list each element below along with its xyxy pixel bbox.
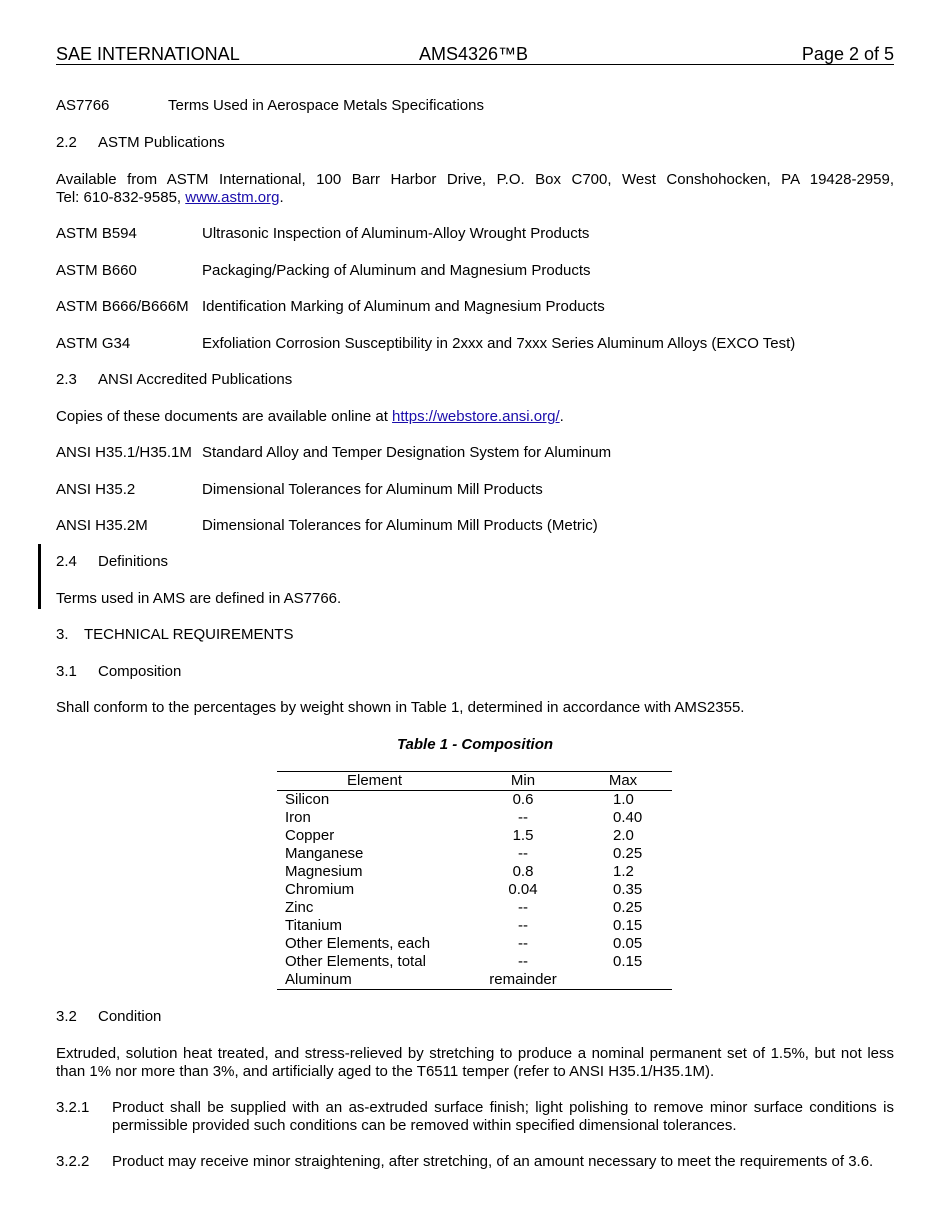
condition-text-line2: than 1% nor more than 3%, and artificially aged to the T6511 temper (refer to ANSI H35.1/H35.1M). — [56, 1063, 715, 1080]
section-title: Condition — [98, 1008, 162, 1025]
cell-element: Iron — [285, 809, 311, 826]
cell-element: Silicon — [285, 791, 330, 808]
reference-code: AS7766 — [56, 97, 110, 114]
section-number: 3.1 — [56, 663, 77, 680]
reference-code: ASTM B660 — [56, 262, 137, 279]
subsection-text-line1: Product may receive minor straightening, after stretching, of an amount necessary to meet the requirements of 3.6. — [112, 1153, 874, 1170]
cell-min: 1.5 — [512, 827, 534, 844]
section-2-2-heading — [56, 134, 225, 152]
cell-max: 0.15 — [613, 917, 643, 934]
table-row — [277, 935, 672, 953]
astm-period: . — [279, 189, 284, 206]
section-number: 2.4 — [56, 553, 77, 570]
condition-text-line1: Extruded, solution heat treated, and stress-relieved by stretching to produce a nominal permanent set of 1.5%, but not less — [56, 1045, 894, 1062]
table-row — [277, 917, 672, 935]
table-header-row — [277, 772, 672, 791]
cell-max: 0.05 — [613, 935, 643, 952]
header-min: Min — [510, 772, 536, 789]
section-2-3-heading — [56, 371, 293, 389]
cell-min: 0.04 — [508, 881, 538, 898]
cell-min: 0.8 — [512, 863, 534, 880]
table-row — [277, 953, 672, 971]
cell-max: 0.40 — [613, 809, 643, 826]
table-row — [277, 899, 672, 917]
cell-element: Copper — [285, 827, 335, 844]
header-max: Max — [608, 772, 638, 789]
reference-code: ANSI H35.2 — [56, 481, 136, 498]
cell-max: 0.15 — [613, 953, 643, 970]
cell-min: -- — [518, 845, 528, 862]
reference-code: ASTM B666/B666M — [56, 298, 189, 315]
ansi-webstore-link[interactable]: https://webstore.ansi.org/ — [392, 408, 560, 425]
header-doc-id: AMS4326™B — [419, 44, 529, 64]
reference-code: ANSI H35.1/H35.1M — [56, 444, 192, 461]
section-title: ASTM Publications — [98, 134, 225, 151]
astm-availability-line2 — [56, 189, 894, 207]
header-org: SAE INTERNATIONAL — [56, 44, 240, 64]
section-title: TECHNICAL REQUIREMENTS — [84, 626, 294, 643]
cell-max: 0.35 — [613, 881, 643, 898]
page-header — [56, 44, 894, 65]
cell-max: 0.25 — [613, 845, 643, 862]
subsection-number: 3.2.1 — [56, 1099, 90, 1116]
composition-text: Shall conform to the percentages by weight shown in Table 1, determined in accordance with AMS2355. — [56, 699, 745, 716]
cell-element: Other Elements, each — [285, 935, 431, 952]
reference-astm-b594 — [56, 225, 590, 243]
subsection-text-line2: permissible provided such conditions can be removed within specified dimensional tolerances. — [112, 1117, 737, 1134]
reference-desc: Identification Marking of Aluminum and Magnesium Products — [202, 298, 605, 315]
reference-astm-b666 — [56, 298, 605, 316]
definitions-text: Terms used in AMS are defined in AS7766. — [56, 590, 342, 607]
reference-desc: Packaging/Packing of Aluminum and Magnesium Products — [202, 262, 591, 279]
table-row — [277, 845, 672, 863]
section-3-heading — [56, 626, 294, 644]
reference-desc: Ultrasonic Inspection of Aluminum-Alloy Wrought Products — [202, 225, 590, 242]
ansi-period: . — [559, 408, 564, 425]
section-2-4-heading — [56, 553, 169, 571]
composition-table — [277, 771, 672, 990]
reference-astm-g34 — [56, 335, 796, 353]
section-number: 3. — [56, 626, 69, 643]
reference-ansi-h35-1 — [56, 444, 612, 462]
cell-max: 2.0 — [613, 827, 634, 844]
table-row — [277, 863, 672, 881]
subsection-number: 3.2.2 — [56, 1153, 90, 1170]
cell-min: 0.6 — [512, 791, 534, 808]
reference-desc: Exfoliation Corrosion Susceptibility in 2xxx and 7xxx Series Aluminum Alloys (EXCO Test) — [202, 335, 796, 352]
reference-desc: Dimensional Tolerances for Aluminum Mill Products (Metric) — [202, 517, 598, 534]
cell-element: Manganese — [285, 845, 364, 862]
header-page-number: Page 2 of 5 — [801, 44, 894, 64]
reference-code: ANSI H35.2M — [56, 517, 148, 534]
section-3-2-heading — [56, 1008, 162, 1026]
subsection-text-line1: Product shall be supplied with an as-extruded surface finish; light polishing to remove minor surface conditions is — [112, 1099, 894, 1116]
cell-min: -- — [518, 809, 528, 826]
section-number: 2.2 — [56, 134, 77, 151]
reference-desc: Terms Used in Aerospace Metals Specifications — [168, 97, 484, 114]
section-number: 3.2 — [56, 1008, 77, 1025]
section-title: Composition — [98, 663, 182, 680]
reference-desc: Standard Alloy and Temper Designation System for Aluminum — [202, 444, 612, 461]
table-row — [277, 791, 672, 809]
section-number: 2.3 — [56, 371, 77, 388]
section-title: ANSI Accredited Publications — [98, 371, 293, 388]
reference-astm-b660 — [56, 262, 591, 280]
table-caption: Table 1 - Composition — [396, 736, 554, 753]
cell-max: 0.25 — [613, 899, 643, 916]
cell-element: Titanium — [285, 917, 342, 934]
section-title: Definitions — [98, 553, 169, 570]
ansi-copies-text — [56, 408, 894, 426]
table-row — [277, 881, 672, 899]
cell-element: Aluminum — [285, 971, 352, 988]
table-row — [277, 809, 672, 827]
reference-desc: Dimensional Tolerances for Aluminum Mill Products — [202, 481, 543, 498]
cell-max: 1.0 — [613, 791, 634, 808]
astm-website-link[interactable]: www.astm.org — [185, 189, 280, 206]
cell-min: remainder — [489, 971, 557, 988]
cell-min: -- — [518, 917, 528, 934]
header-element: Element — [346, 772, 403, 789]
cell-element: Other Elements, total — [285, 953, 426, 970]
table-row — [277, 971, 672, 989]
reference-ansi-h35-2m — [56, 517, 598, 535]
revision-change-bar — [38, 544, 41, 609]
cell-element: Chromium — [285, 881, 355, 898]
reference-as7766 — [56, 97, 484, 115]
astm-tel: Tel: 610-832-9585, — [56, 189, 186, 206]
reference-code: ASTM B594 — [56, 225, 137, 242]
cell-min: -- — [518, 899, 528, 916]
reference-ansi-h35-2 — [56, 481, 543, 499]
section-3-1-heading — [56, 663, 182, 681]
cell-min: -- — [518, 935, 528, 952]
cell-max: 1.2 — [613, 863, 634, 880]
cell-element: Zinc — [285, 899, 314, 916]
cell-min: -- — [518, 953, 528, 970]
table-row — [277, 827, 672, 845]
cell-element: Magnesium — [285, 863, 363, 880]
astm-availability-line1: Available from ASTM International, 100 Barr Harbor Drive, P.O. Box C700, West Conshohocken, PA 19428-2959, — [56, 171, 894, 188]
reference-code: ASTM G34 — [56, 335, 131, 352]
ansi-copies-prefix: Copies of these documents are available online at — [56, 408, 393, 425]
